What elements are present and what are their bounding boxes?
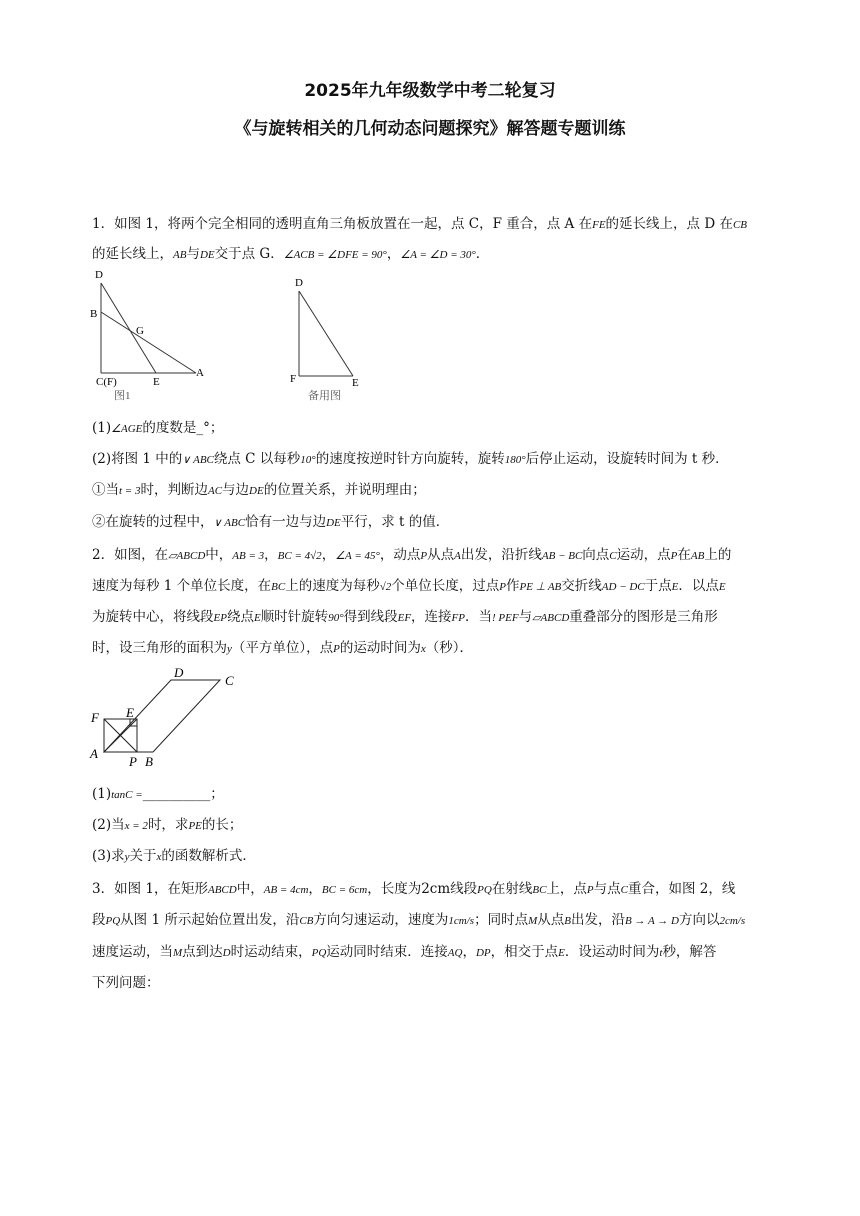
q2-part2: (2)当x = 2时，求PE的长； <box>92 817 243 833</box>
q2-stem-line3: 为旋转中心，将线段EP绕点E顺时针旋转90°得到线段EF，连接FP．当! PEF与▱ABCD重叠部分的图形是三角形 <box>92 609 718 625</box>
q1-fig2-caption: 备用图 <box>308 390 341 402</box>
q3-stem-line3: 速度运动，当M点到达D时运动结束，PQ运动同时结束．连接AQ，DP，相交于点E．设运动时间为t秒，解答 <box>92 944 717 960</box>
q2-fig-label-D: D <box>174 665 184 680</box>
q2-fig-label-C: C <box>225 673 234 688</box>
q2-stem-line1: 2．如图，在▱ABCD中，AB = 3，BC = 4√2，∠A = 45°，动点P从点A出发，沿折线AB − BC向点C运动，点P在AB上的 <box>92 547 732 563</box>
q2-part3: (3)求y关于x的函数解析式． <box>92 848 256 864</box>
q1-fig2-label-D: D <box>295 277 303 289</box>
page-title-line2: 《与旋转相关的几何动态问题探究》解答题专题训练 <box>234 119 626 139</box>
q2-fig-label-P: P <box>129 754 137 769</box>
q1-figure-2 <box>299 291 353 376</box>
q1-fig1-label-A: A <box>196 367 204 379</box>
q1-fig2-label-E: E <box>352 377 359 389</box>
q2-fig-label-B: B <box>145 754 153 769</box>
q2-parallelogram <box>104 680 220 752</box>
q1-fig1-label-G: G <box>136 325 144 337</box>
q1-part2-sub2: ②在旋转的过程中，∨ ABC恰有一边与边DE平行，求 t 的值． <box>92 514 450 530</box>
q2-stem-line2: 速度为每秒 1 个单位长度，在BC上的速度为每秒√2个单位长度，过点P作PE ⊥ AB交折线AD − DC于点E．以点E <box>92 578 726 594</box>
q1-fig1-label-E: E <box>153 376 160 388</box>
q1-figure-1 <box>101 283 196 373</box>
q2-stem-line4: 时，设三角形的面积为y（平方单位），点P的运动时间为x（秒）． <box>92 640 474 656</box>
q1-fig1-label-CF: C(F) <box>96 376 117 388</box>
q2-part1: (1)tanC =__________； <box>92 786 224 802</box>
q1-fig2-label-F: F <box>290 373 297 385</box>
q1-fig1-label-D: D <box>95 269 103 281</box>
q1-fig1-caption: 图1 <box>114 390 131 402</box>
q1-stem-line1: 1．如图 1，将两个完全相同的透明直角三角板放置在一起，点 C，F 重合，点 A 在FE的延长线上，点 D 在CB <box>92 216 748 232</box>
q1-part2: (2)将图 1 中的∨ ABC绕点 C 以每秒10°的速度按逆时针方向旋转，旋转180°后停止运动，设旋转时间为 t 秒． <box>92 451 729 467</box>
q2-fig-label-E: E <box>126 705 134 720</box>
q1-stem-line2: 的延长线上，AB与DE交于点 G．∠ACB = ∠DFE = 90°，∠A = ∠D = 30°． <box>92 246 490 262</box>
q1-fig1-label-B: B <box>90 308 98 320</box>
q2-figure <box>86 664 256 774</box>
page-title-line1: 2025年九年级数学中考二轮复习 <box>304 81 556 101</box>
q3-stem-line2: 段PQ从图 1 所示起始位置出发，沿CB方向匀速运动，速度为1cm/s；同时点M从点B出发，沿B → A → D方向以2cm/s <box>92 912 746 928</box>
q1-figures <box>86 266 386 408</box>
q3-stem-line1: 3．如图 1，在矩形ABCD中，AB = 4cm，BC = 6cm，长度为2cm线段PQ在射线BC上，点P与点C重合，如图 2，线 <box>92 881 736 897</box>
q2-fig-label-F: F <box>91 710 99 725</box>
q1-part1: (1)∠AGE的度数是_°； <box>92 420 224 436</box>
q1-part2-sub1: ①当t = 3时，判断边AC与边DE的位置关系，并说明理由； <box>92 482 426 498</box>
q3-stem-line4: 下列问题： <box>92 975 160 991</box>
q2-fig-label-A: A <box>90 746 98 761</box>
